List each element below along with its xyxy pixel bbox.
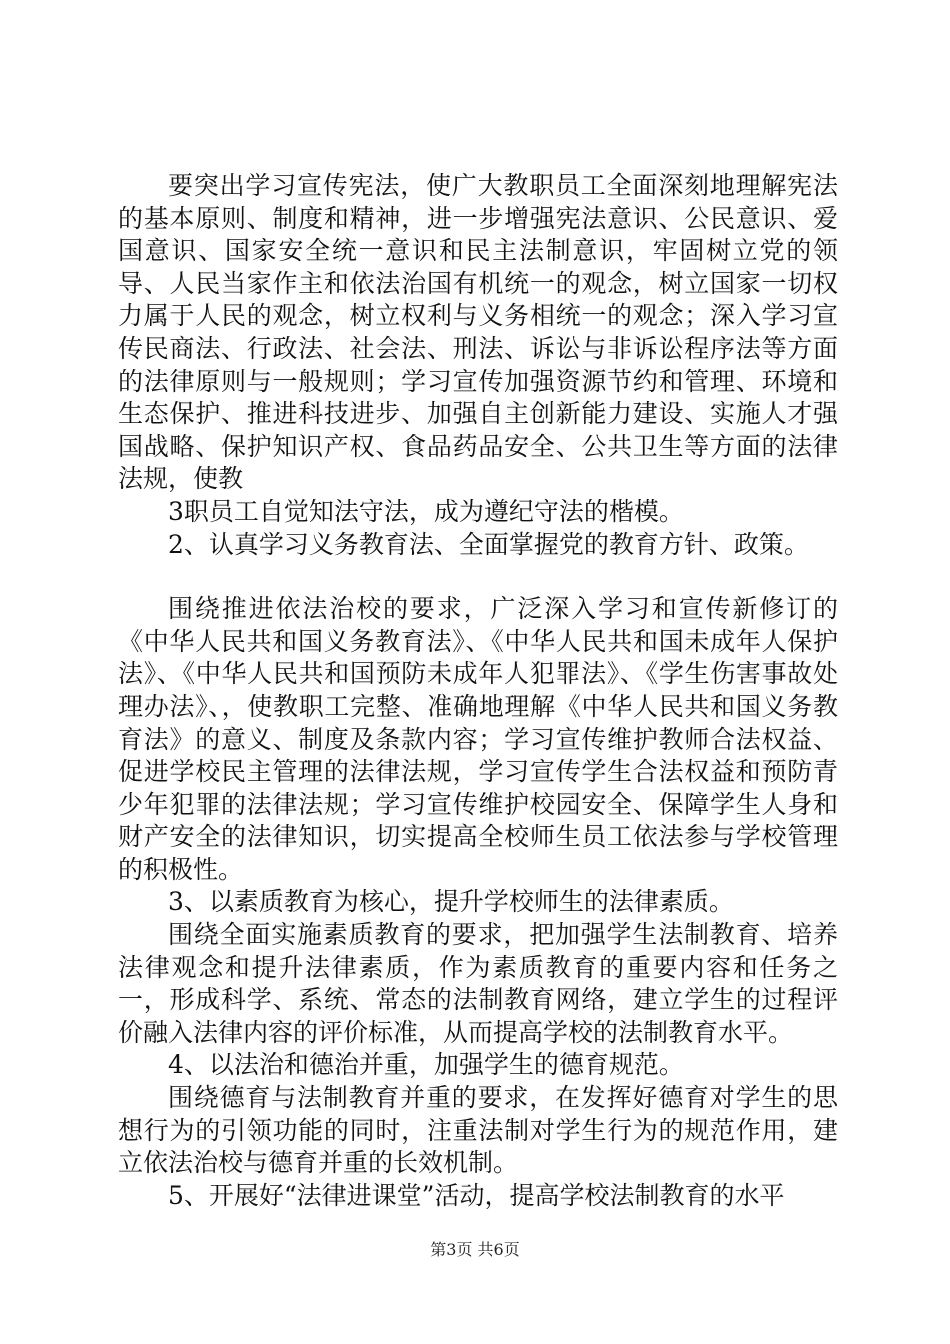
paragraph-moral-education-body: 围绕德育与法制教育并重的要求，在发挥好德育对学生的思想行为的引领功能的同时，注重法制对学生行为的规范作用，建立依法治校与德育并重的长效机制。 [118, 1083, 838, 1178]
paragraph-rule-of-law-school: 围绕推进依法治校的要求，广泛深入学习和宣传新修订的《中华人民共和国义务教育法》、《中华人民共和国未成年人保护法》、《中华人民共和国预防未成年人犯罪法》、《学生伤害事故处理办法》、，使教职工完整、准确地理解《中华人民共和国义务教育法》的意义、制度及条款内容；学习宣传维护教师合法权益、促进学校民主管理的法律法规，学习宣传学生合法权益和预防青少年犯罪的法律法规；学习宣传维护校园安全、保障学生人身和财产安全的法律知识，切实提高全校师生员工依法参与学校管理的积极性。 [118, 594, 838, 884]
paragraph-heading-law-into-classroom: 5、开展好“法律进课堂”活动，提高学校法制教育的水平 [168, 1180, 785, 1210]
paragraph-staff-law-abiding: 3职员工自觉知法守法，成为遵纪守法的楷模。 [168, 496, 684, 526]
paragraph-quality-education-body: 围绕全面实施素质教育的要求，把加强学生法制教育、培养法律观念和提升法律素质，作为素质教育的重要内容和任务之一，形成科学、系统、常态的法制教育网络，建立学生的过程评价融入法律内容的评价标准，从而提高学校的法制教育水平。 [118, 920, 838, 1047]
paragraph-heading-quality-education: 3、以素质教育为核心，提升学校师生的法律素质。 [168, 887, 734, 917]
document-body [118, 170, 838, 1212]
page-footer: 第3页 共6页 [430, 1240, 520, 1259]
paragraph-constitution-study: 要突出学习宣传宪法，使广大教职员工全面深刻地理解宪法的基本原则、制度和精神，进一步增强宪法意识、公民意识、爱国意识、国家安全统一意识和民主法制意识，牢固树立党的领导、人民当家作主和依法治国有机统一的观念，树立国家一切权力属于人民的观念，树立权利与义务相统一的观念；深入学习宣传民商法、行政法、社会法、刑法、诉讼与非诉讼程序法等方面的法律原则与一般规则；学习宣传加强资源节约和管理、环境和生态保护、推进科技进步、加强自主创新能力建设、实施人才强国战略、保护知识产权、食品药品安全、公共卫生等方面的法律法规，使教 [118, 171, 838, 494]
paragraph-heading-compulsory-education-law: 2、认真学习义务教育法、全面掌握党的教育方针、政策。 [168, 529, 809, 559]
paragraph-heading-moral-education: 4、以法治和德治并重，加强学生的德育规范。 [168, 1050, 684, 1080]
